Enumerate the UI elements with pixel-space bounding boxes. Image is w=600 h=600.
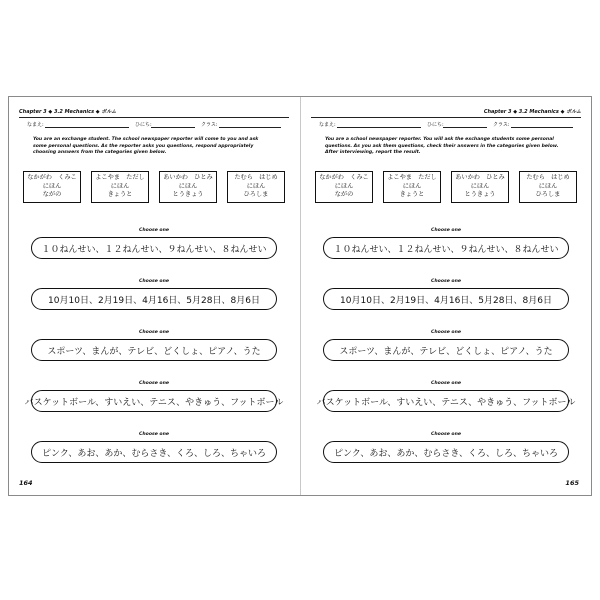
student-cards: [315, 171, 577, 207]
choose-one-label: Choose one: [139, 432, 169, 437]
class-line: [219, 127, 281, 128]
class-label: クラス:: [201, 122, 218, 128]
date-line: [443, 127, 487, 128]
sport-options: バスケットボール、すいえい、テニス、やきゅう、フットボール: [323, 390, 569, 412]
date-label: ひにち:: [427, 122, 444, 128]
class-label: クラス:: [493, 122, 510, 128]
page-header: Chapter 3 ◆ 3.2 Mechanics ◆ ポルム: [19, 109, 117, 115]
choose-one-label: Choose one: [431, 381, 461, 386]
student-card: [227, 171, 285, 203]
instructions: You are a school newspaper reporter. You will ask the exchange students some personal questions. As you ask them questions, check their answers in the categories given below. After interviewing, report the result.: [325, 137, 559, 155]
choose-one-label: Choose one: [431, 228, 461, 233]
card-city: きょうと: [399, 191, 425, 199]
card-city: ひろしま: [535, 191, 561, 199]
date-line: [151, 127, 195, 128]
birthday-options: 10月10日、2月19日、4月16日、5月28日、8月6日: [31, 288, 277, 310]
card-country: にほん: [246, 182, 266, 190]
student-cards: [23, 171, 285, 207]
birthday-options: 10月10日、2月19日、4月16日、5月28日、8月6日: [323, 288, 569, 310]
card-name: なかがわ くみこ: [27, 174, 77, 182]
student-card: [451, 171, 509, 203]
hobby-options: スポーツ、まんが、テレビ、どくしょ、ピアノ、うた: [323, 339, 569, 361]
card-city: ながの: [42, 191, 62, 199]
student-card: [383, 171, 441, 203]
card-country: にほん: [402, 182, 422, 190]
card-name: たむら はじめ: [526, 174, 570, 182]
right-page: [301, 97, 591, 495]
card-country: にほん: [110, 182, 130, 190]
name-label: なまえ:: [27, 122, 44, 128]
grade-options: １０ねんせい、１２ねんせい、９ねんせい、８ねんせい: [31, 237, 277, 259]
student-card: [159, 171, 217, 203]
sport-options: バスケットボール、すいえい、テニス、やきゅう、フットボール: [31, 390, 277, 412]
name-label: なまえ:: [319, 122, 336, 128]
choose-one-label: Choose one: [139, 330, 169, 335]
card-country: にほん: [178, 182, 198, 190]
color-options: ピンク、あお、あか、むらさき、くろ、しろ、ちゃいろ: [323, 441, 569, 463]
student-card: [519, 171, 577, 203]
student-card: [91, 171, 149, 203]
instructions: You are an exchange student. The school newspaper reporter will come to you and ask some personal questions. As the reporter asks you questions, respond appropriately choosing answers from the categories given below.: [33, 137, 259, 155]
grade-options: １０ねんせい、１２ねんせい、９ねんせい、８ねんせい: [323, 237, 569, 259]
name-date-class-row: [319, 121, 573, 129]
page-header: Chapter 3 ◆ 3.2 Mechanics ◆ ポルム: [483, 109, 581, 115]
card-name: なかがわ くみこ: [319, 174, 369, 182]
name-line: [45, 127, 129, 128]
card-country: にほん: [334, 182, 354, 190]
page-number: 164: [19, 479, 33, 487]
header-rule: [311, 117, 581, 118]
choose-one-label: Choose one: [431, 432, 461, 437]
page-number: 165: [565, 479, 579, 487]
card-name: よこやま ただし: [95, 174, 145, 182]
student-card: [315, 171, 373, 203]
card-city: ひろしま: [243, 191, 269, 199]
card-city: とうきょう: [464, 191, 496, 199]
choose-one-label: Choose one: [139, 228, 169, 233]
card-name: よこやま ただし: [387, 174, 437, 182]
color-options: ピンク、あお、あか、むらさき、くろ、しろ、ちゃいろ: [31, 441, 277, 463]
choose-one-label: Choose one: [139, 279, 169, 284]
card-city: とうきょう: [172, 191, 204, 199]
student-card: [23, 171, 81, 203]
choose-one-label: Choose one: [431, 330, 461, 335]
card-city: ながの: [334, 191, 354, 199]
card-name: たむら はじめ: [234, 174, 278, 182]
card-name: あいかわ ひとみ: [455, 174, 505, 182]
open-book-spread: [8, 96, 592, 496]
card-name: あいかわ ひとみ: [163, 174, 213, 182]
card-country: にほん: [42, 182, 62, 190]
header-rule: [19, 117, 289, 118]
card-country: にほん: [538, 182, 558, 190]
choose-one-label: Choose one: [431, 279, 461, 284]
left-page: [9, 97, 299, 495]
date-label: ひにち:: [135, 122, 152, 128]
choose-one-label: Choose one: [139, 381, 169, 386]
card-country: にほん: [470, 182, 490, 190]
name-line: [337, 127, 421, 128]
name-date-class-row: [27, 121, 281, 129]
class-line: [511, 127, 573, 128]
hobby-options: スポーツ、まんが、テレビ、どくしょ、ピアノ、うた: [31, 339, 277, 361]
card-city: きょうと: [107, 191, 133, 199]
